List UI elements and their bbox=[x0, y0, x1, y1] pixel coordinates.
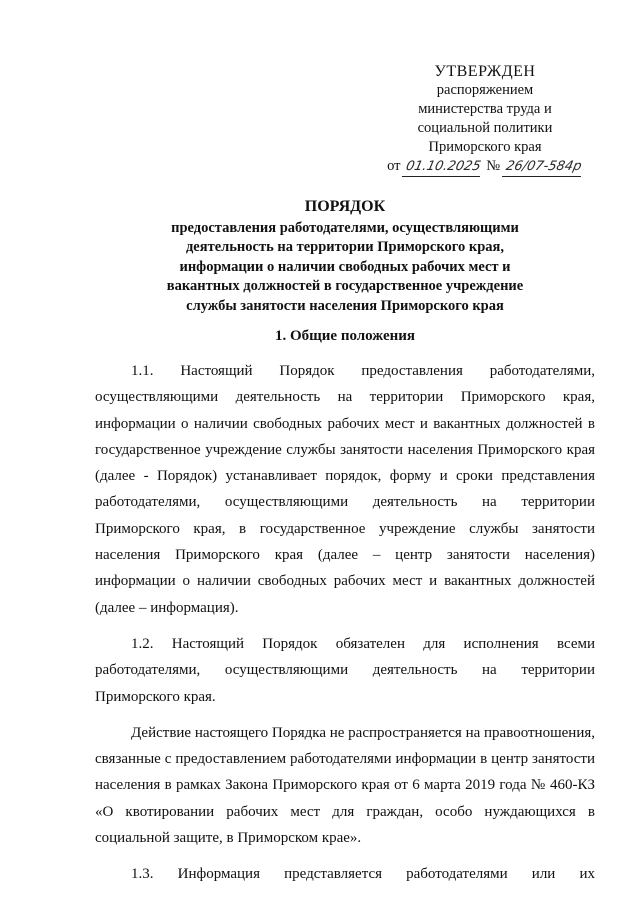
paragraph-exception: Действие настоящего Порядка не распространяется на правоотношения, связанные с предоставлением работодателями информации в центр занятости населения в рамках Закона Приморского края от 6 марта 2019 года № 460-КЗ «О квотировании рабочих мест для граждан, особо нуждающихся в социальной защите, в Приморском крае». bbox=[95, 724, 595, 847]
paragraph-1-2: 1.2. Настоящий Порядок обязателен для исполнения всеми работодателями, осуществляющими деятельность на территории Приморского края. bbox=[95, 635, 595, 705]
document-body bbox=[95, 358, 595, 888]
subtitle-line: службы занятости населения Приморского края bbox=[186, 297, 504, 314]
subtitle-line: информации о наличии свободных рабочих мест и bbox=[179, 258, 511, 275]
approval-line: Приморского края bbox=[428, 139, 542, 155]
document-title: ПОРЯДОК bbox=[304, 198, 386, 215]
approval-line: распоряжением bbox=[436, 82, 534, 98]
paragraph-1-1: 1.1. Настоящий Порядок предоставления работодателями, осуществляющими деятельность на территории Приморского края, информации о наличии свободных рабочих мест и вакантных должностей в государственное учреждение службы занятости населения Приморского края (далее - Порядок) устанавливает порядок, форму и сроки представления работодателями, осуществляющими деятельность на территории Приморского края, в государственное учреждение службы занятости населения Приморского края (далее – центр занятости населения) информации о наличии свободных рабочих мест и вакантных должностей (далее – информация). bbox=[95, 363, 595, 616]
approval-date-number bbox=[370, 157, 600, 177]
section-title: 1. Общие положения bbox=[274, 328, 416, 344]
approval-line: социальной политики bbox=[417, 120, 553, 136]
document-title-block bbox=[100, 197, 590, 316]
date-prefix: от bbox=[387, 158, 401, 174]
approval-heading: УТВЕРЖДЕН bbox=[434, 63, 536, 80]
subtitle-line: деятельность на территории Приморского края, bbox=[185, 239, 505, 255]
handwritten-date: 01.10.2025 bbox=[402, 157, 485, 177]
subtitle-line: вакантных должностей в государственное учреждение bbox=[166, 278, 524, 294]
number-prefix: № bbox=[486, 158, 501, 174]
approval-line: министерства труда и bbox=[418, 101, 552, 117]
paragraph-1-3: 1.3. Информация представляется работодателями или их bbox=[131, 866, 595, 883]
subtitle-line: предоставления работодателями, осуществляющими bbox=[171, 219, 519, 236]
handwritten-number: 26/07-584р bbox=[502, 157, 585, 177]
approval-stamp bbox=[370, 62, 600, 177]
